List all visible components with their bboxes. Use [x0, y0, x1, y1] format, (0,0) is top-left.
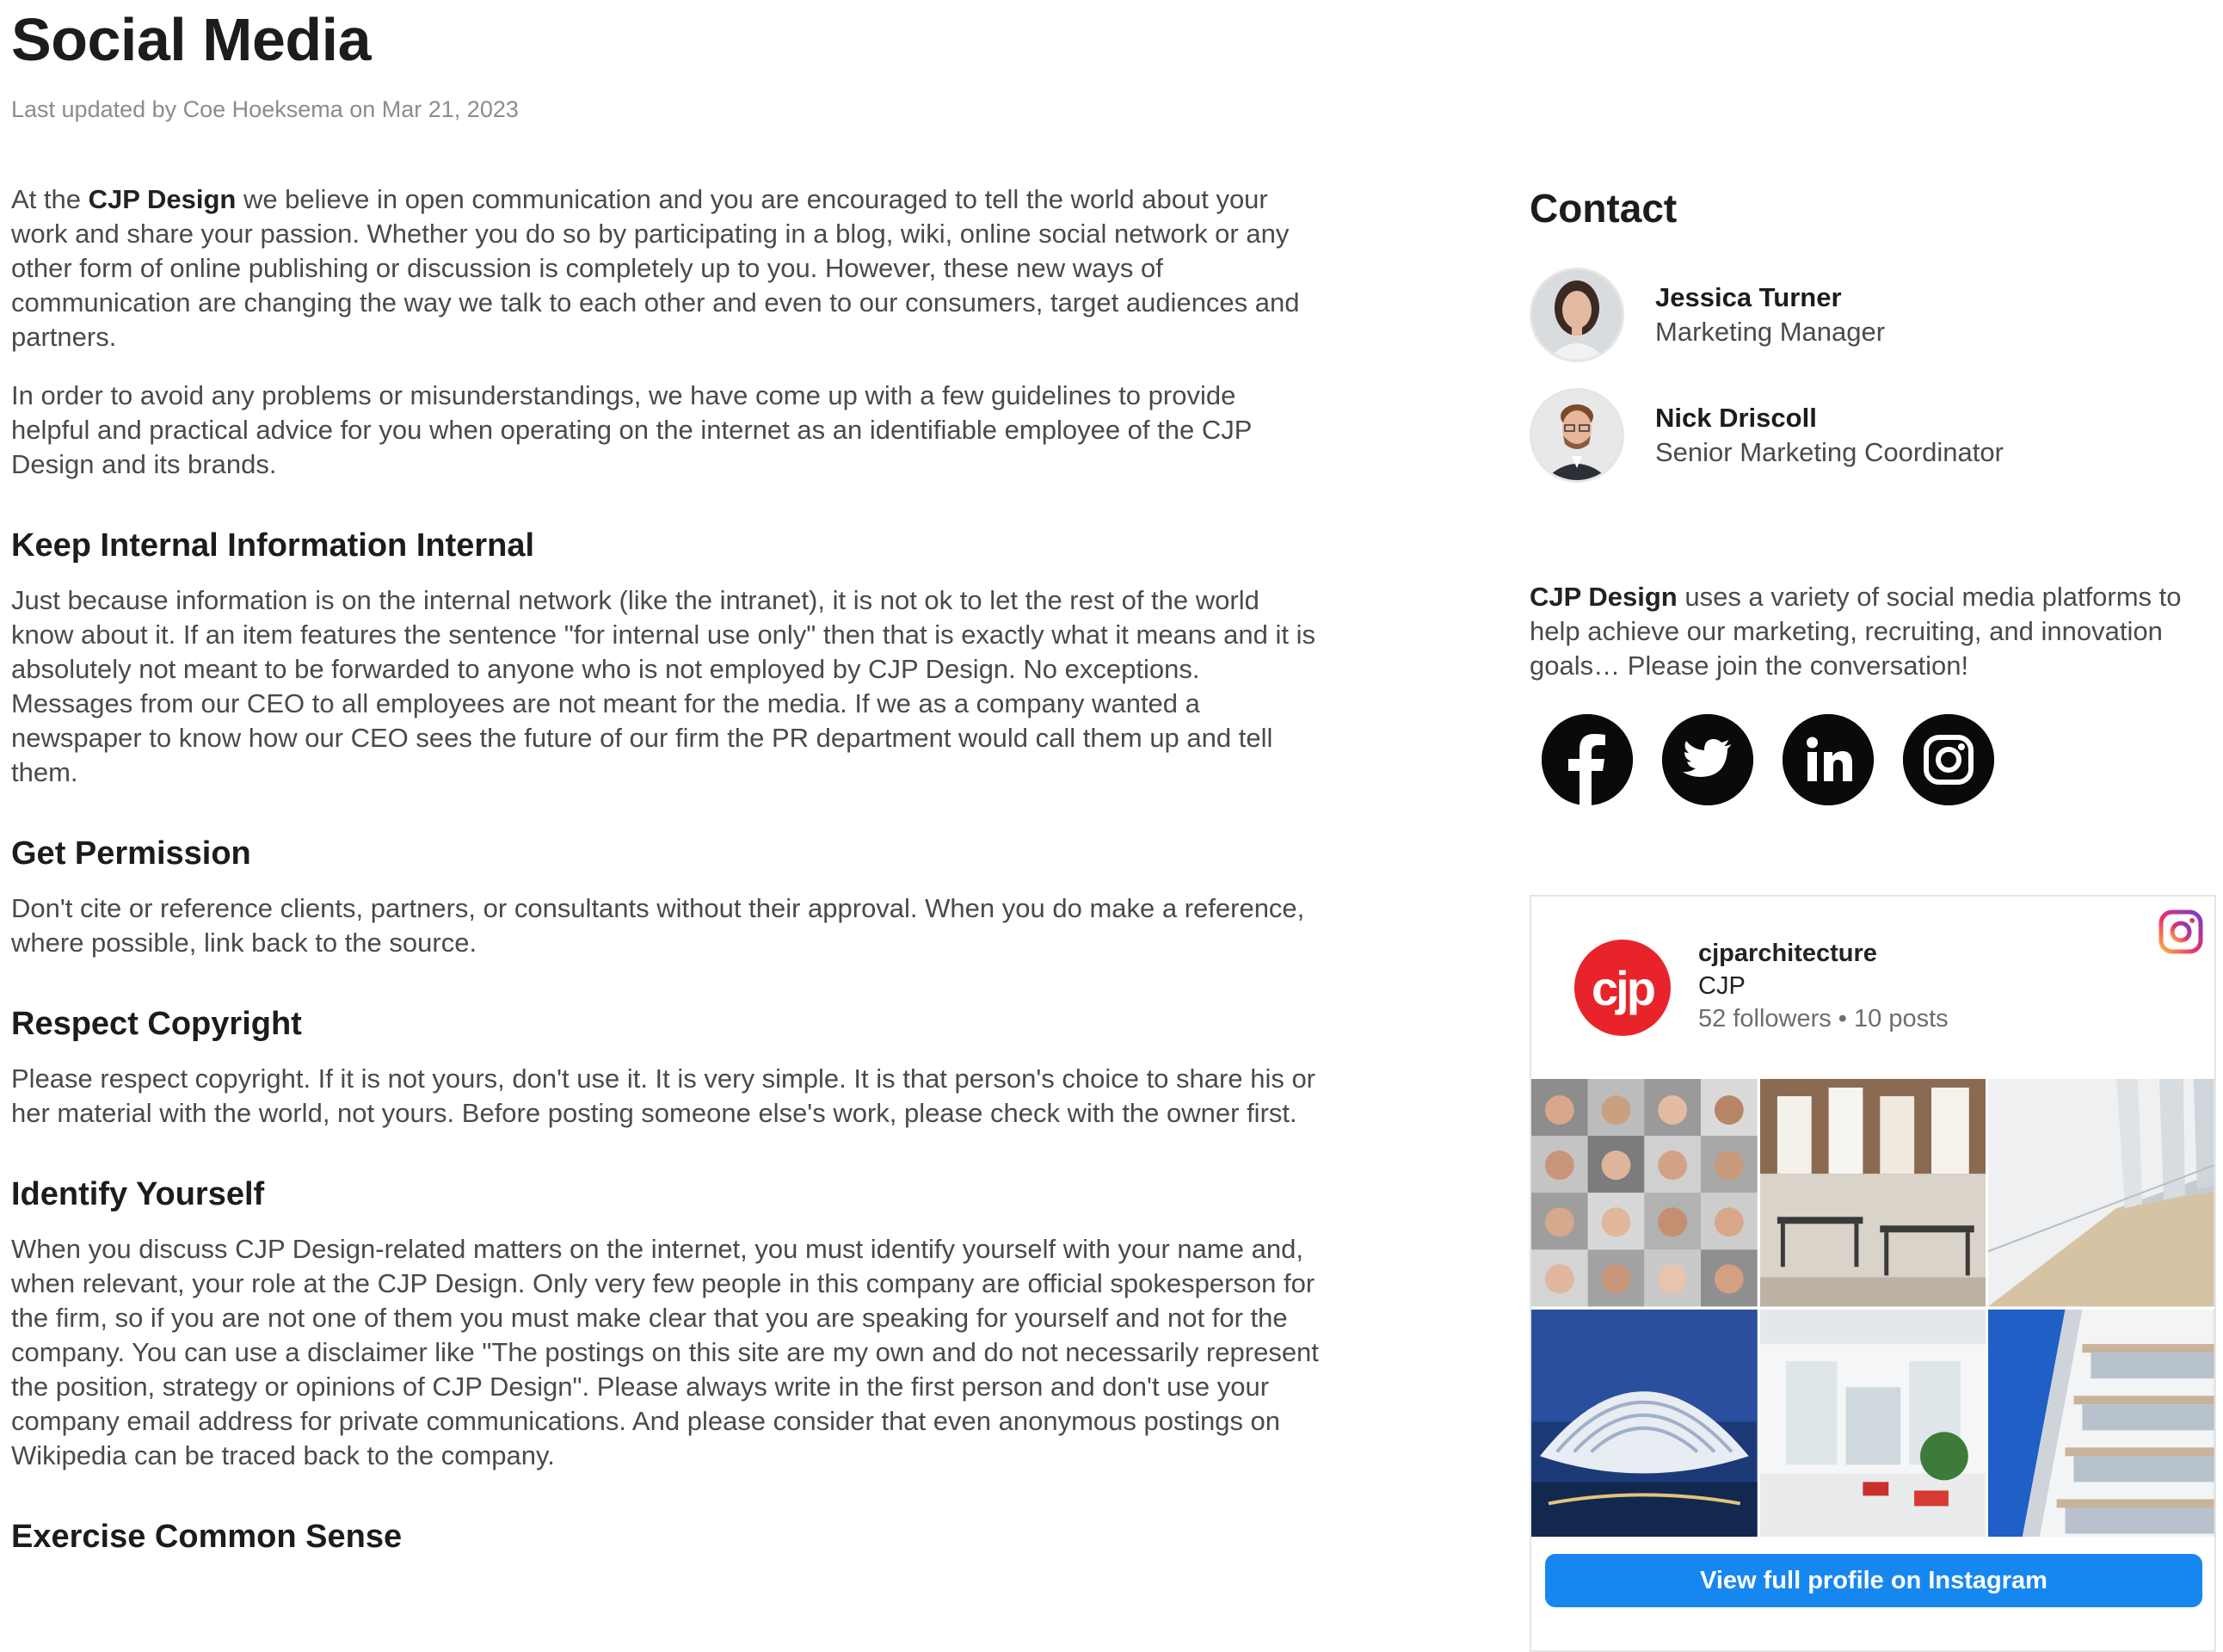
- section-heading: Keep Internal Information Internal: [11, 527, 535, 564]
- instagram-icon[interactable]: [1903, 714, 1994, 805]
- instagram-post[interactable]: [1988, 1079, 2214, 1307]
- social-intro-text: uses a variety of social media platforms to help achieve our marketing, recruiting, and innovation goals… Please join the conversation!: [1530, 582, 2182, 681]
- contact-role: Marketing Manager: [1655, 317, 1886, 347]
- contact-card[interactable]: [1530, 255, 2218, 375]
- section-heading: Exercise Common Sense: [11, 1519, 403, 1555]
- avatar: [1530, 268, 1624, 362]
- instagram-stats: 52 followers • 10 posts: [1698, 1005, 1949, 1032]
- avatar: [1530, 388, 1624, 483]
- instagram-account-name: CJP: [1698, 972, 1746, 1000]
- contact-card[interactable]: [1530, 375, 2218, 496]
- instagram-post[interactable]: [1531, 1310, 1758, 1538]
- intro-text-start: At the: [11, 184, 89, 214]
- section-heading: Respect Copyright: [11, 1006, 302, 1042]
- instagram-handle[interactable]: cjparchitecture: [1698, 940, 1877, 967]
- sidebar: [1530, 172, 2218, 1652]
- social-links: [1542, 714, 2218, 805]
- contact-name[interactable]: Nick Driscoll: [1655, 403, 1817, 433]
- profile-logo[interactable]: [1574, 940, 1671, 1036]
- instagram-profile-header: [1531, 897, 2214, 1079]
- facebook-icon[interactable]: [1542, 714, 1633, 805]
- brand-name: CJP Design: [1530, 582, 1678, 612]
- brand-name: CJP Design: [88, 184, 237, 214]
- linkedin-icon[interactable]: [1783, 714, 1874, 805]
- twitter-icon[interactable]: [1662, 714, 1753, 805]
- intro-paragraph-2: In order to avoid any problems or misunderstandings, we have come up with a few guidelines to provide helpful and practical advice for you when operating on the internet as an identifiable employee of the CJP Design and its brands.: [11, 380, 1252, 479]
- section-body: Just because information is on the internal network (like the intranet), it is not ok to let the rest of the world know about it. If an item features the sentence "for internal use only" then that is exactly what it means and it is absolutely not meant to be forwarded to anyone who is not employed by CJP Design. No exceptions. Messages from our CEO to all employees are not meant for the media. If we as a company wanted a newspaper to know how our CEO sees the future of our firm the PR department would call them up and tell them.: [11, 585, 1315, 787]
- contact-role: Senior Marketing Coordinator: [1655, 437, 2004, 467]
- contact-name[interactable]: Jessica Turner: [1655, 282, 1842, 312]
- instagram-post[interactable]: [1760, 1310, 1986, 1538]
- page-title: Social Media: [11, 6, 372, 73]
- section-body: When you discuss CJP Design-related matters on the internet, you must identify yourself with your name and, when relevant, your role at the CJP Design. Only very few people in this company are official spokesperson for the firm, so if you are not one of them you must make clear that you are speaking for yourself and not for the company. You can use a disclaimer like "The postings on this site are my own and do not necessarily represent the position, strategy or opinions of CJP Design". Please always write in the first person and don't use your company email address for private communications. And please consider that even anonymous postings on Wikipedia can be traced back to the company.: [11, 1234, 1319, 1470]
- social-intro: [1530, 580, 2201, 683]
- instagram-post-grid: [1531, 1079, 2214, 1537]
- contact-heading: Contact: [1530, 186, 1678, 231]
- view-instagram-profile-button[interactable]: View full profile on Instagram: [1545, 1554, 2202, 1607]
- intro-text-rest: we believe in open communication and you are encouraged to tell the world about your work and share your passion. Whether you do so by participating in a blog, wiki, online social network or any other form of online publishing or discussion is completely up to you. However, these new ways of communication are changing the way we talk to each other and even to our consumers, target audiences and partners.: [11, 184, 1300, 352]
- logo-text: cjp: [1592, 960, 1653, 1015]
- section-body: Please respect copyright. If it is not yours, don't use it. It is very simple. It is that person's choice to share his or her material with the world, not yours. Before posting someone else's work, please check with the owner first.: [11, 1063, 1316, 1128]
- section-heading: Identify Yourself: [11, 1176, 265, 1212]
- last-updated: Last updated by Coe Hoeksema on Mar 21, 2023: [11, 96, 519, 122]
- article-body: [11, 182, 1319, 1575]
- instagram-brand-icon[interactable]: [2158, 909, 2204, 959]
- instagram-post[interactable]: [1988, 1310, 2214, 1538]
- instagram-post[interactable]: [1531, 1079, 1758, 1307]
- instagram-post[interactable]: [1760, 1079, 1986, 1307]
- intro-paragraph: [11, 182, 1319, 354]
- instagram-widget: [1530, 895, 2216, 1652]
- section-heading: Get Permission: [11, 835, 251, 872]
- section-body: Don't cite or reference clients, partners, or consultants without their approval. When you do make a reference, where possible, link back to the source.: [11, 893, 1305, 958]
